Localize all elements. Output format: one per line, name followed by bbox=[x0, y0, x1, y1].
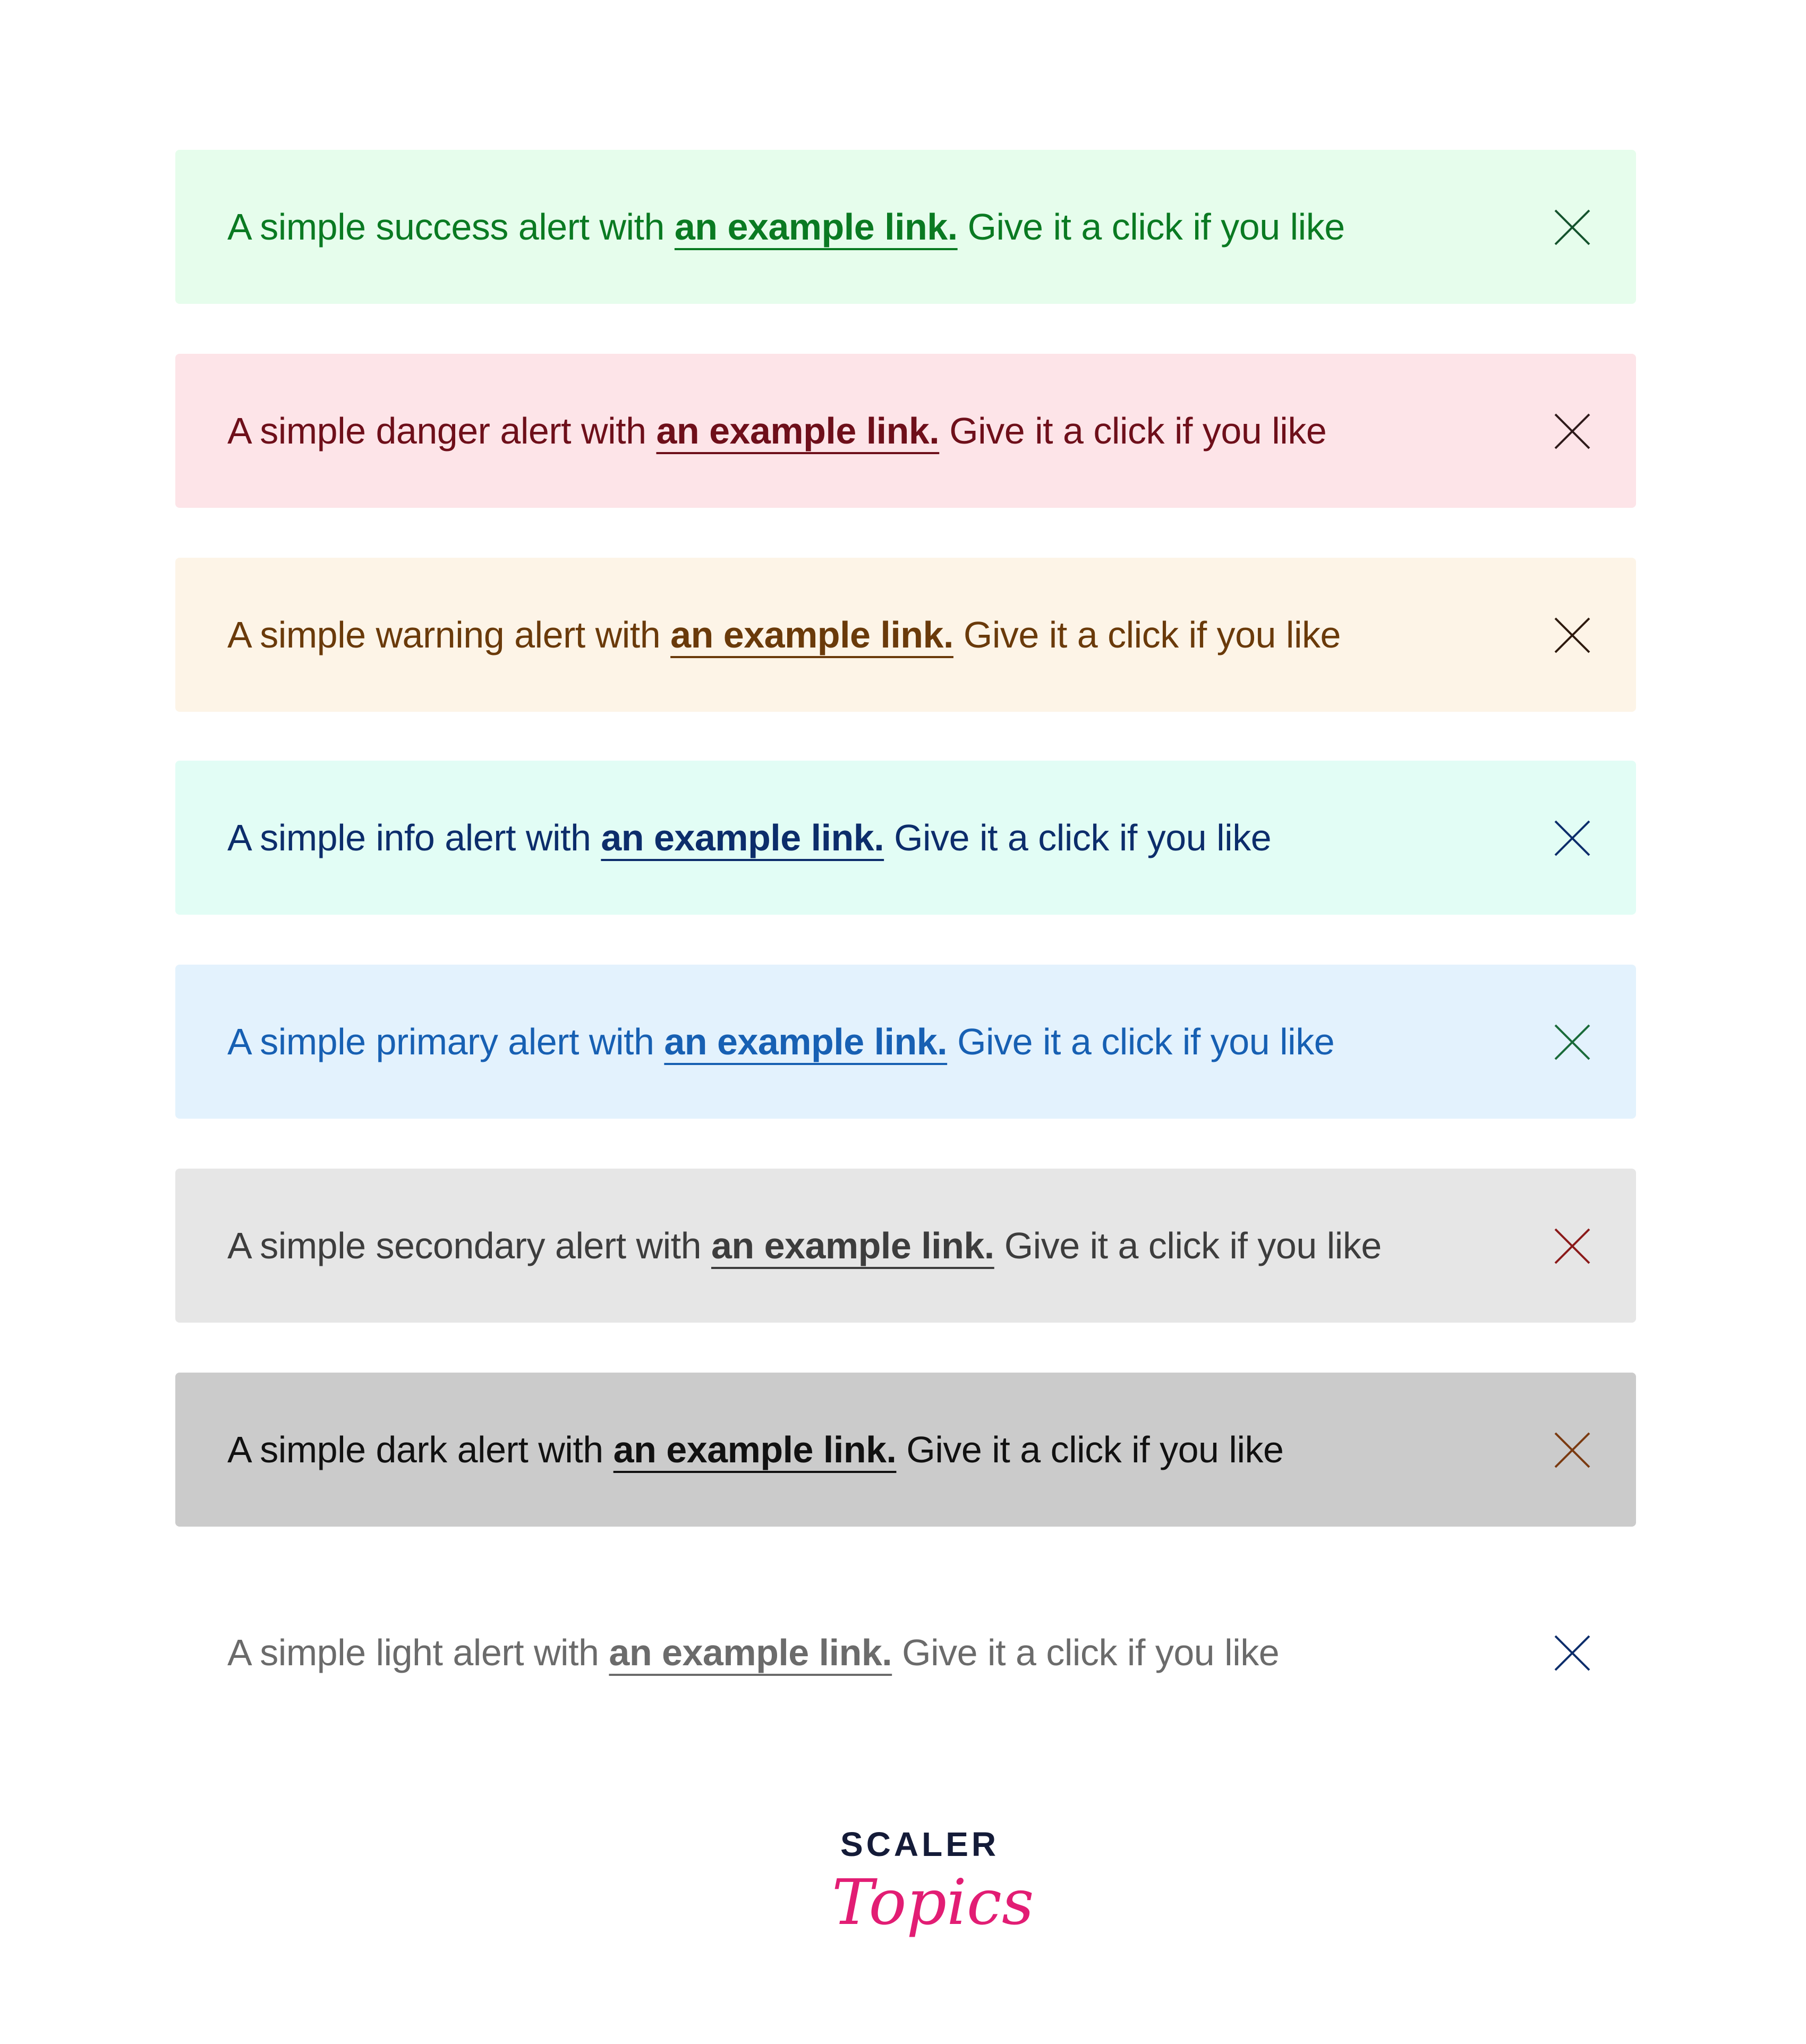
alert-link[interactable]: an example link. bbox=[674, 206, 958, 248]
alert-message bbox=[227, 354, 1326, 508]
alert-light bbox=[175, 1575, 1636, 1730]
alert-link[interactable]: an example link. bbox=[601, 817, 884, 858]
alert-success bbox=[175, 150, 1636, 304]
alert-suffix: Give it a click if you like bbox=[947, 1021, 1335, 1062]
close-x-icon bbox=[1552, 207, 1592, 248]
close-x-icon bbox=[1552, 818, 1592, 858]
alert-suffix: Give it a click if you like bbox=[939, 410, 1327, 452]
alert-prefix: A simple light alert with bbox=[227, 1632, 609, 1673]
alert-link[interactable]: an example link. bbox=[711, 1225, 994, 1266]
alert-link[interactable]: an example link. bbox=[609, 1632, 892, 1673]
alert-secondary bbox=[175, 1169, 1636, 1323]
scaler-topics-logo bbox=[829, 1825, 1034, 1960]
close-button[interactable] bbox=[1552, 411, 1592, 452]
alert-suffix: Give it a click if you like bbox=[957, 206, 1345, 248]
alert-prefix: A simple warning alert with bbox=[227, 614, 671, 655]
logo-wordmark: SCALER bbox=[840, 1825, 1000, 1863]
close-x-icon bbox=[1552, 615, 1592, 655]
close-x-icon bbox=[1552, 1633, 1592, 1673]
alert-message bbox=[227, 558, 1341, 712]
close-x-icon bbox=[1552, 1226, 1592, 1266]
alert-suffix: Give it a click if you like bbox=[892, 1632, 1280, 1673]
close-x-icon bbox=[1552, 411, 1592, 452]
alert-suffix: Give it a click if you like bbox=[953, 614, 1341, 655]
alert-link[interactable]: an example link. bbox=[670, 614, 953, 655]
alert-message bbox=[227, 965, 1334, 1119]
close-x-icon bbox=[1552, 1430, 1592, 1470]
logo-script-word: Topics bbox=[832, 1866, 1034, 1939]
alert-prefix: A simple info alert with bbox=[227, 817, 601, 858]
close-x-icon bbox=[1552, 1022, 1592, 1062]
close-button[interactable] bbox=[1552, 1022, 1592, 1062]
alert-danger bbox=[175, 354, 1636, 508]
alert-dark bbox=[175, 1373, 1636, 1527]
close-button[interactable] bbox=[1552, 615, 1592, 655]
alert-primary bbox=[175, 965, 1636, 1119]
alert-prefix: A simple danger alert with bbox=[227, 410, 657, 452]
logo-script-text bbox=[829, 1860, 1034, 1961]
alert-message bbox=[227, 150, 1345, 304]
alert-suffix: Give it a click if you like bbox=[884, 817, 1272, 858]
alert-prefix: A simple secondary alert with bbox=[227, 1225, 711, 1266]
alert-link[interactable]: an example link. bbox=[613, 1429, 897, 1470]
alert-suffix: Give it a click if you like bbox=[994, 1225, 1382, 1266]
alert-prefix: A simple success alert with bbox=[227, 206, 675, 248]
alert-link[interactable]: an example link. bbox=[656, 410, 940, 452]
alert-message bbox=[227, 761, 1271, 915]
alert-prefix: A simple primary alert with bbox=[227, 1021, 665, 1062]
alert-prefix: A simple dark alert with bbox=[227, 1429, 614, 1470]
alert-message bbox=[227, 1169, 1382, 1323]
alert-warning bbox=[175, 558, 1636, 712]
close-button[interactable] bbox=[1552, 207, 1592, 248]
close-button[interactable] bbox=[1552, 1430, 1592, 1470]
alert-link[interactable]: an example link. bbox=[664, 1021, 948, 1062]
alert-suffix: Give it a click if you like bbox=[896, 1429, 1284, 1470]
alert-message bbox=[227, 1575, 1279, 1730]
alert-info bbox=[175, 761, 1636, 915]
close-button[interactable] bbox=[1552, 1633, 1592, 1673]
close-button[interactable] bbox=[1552, 1226, 1592, 1266]
alert-message bbox=[227, 1373, 1283, 1527]
close-button[interactable] bbox=[1552, 818, 1592, 858]
